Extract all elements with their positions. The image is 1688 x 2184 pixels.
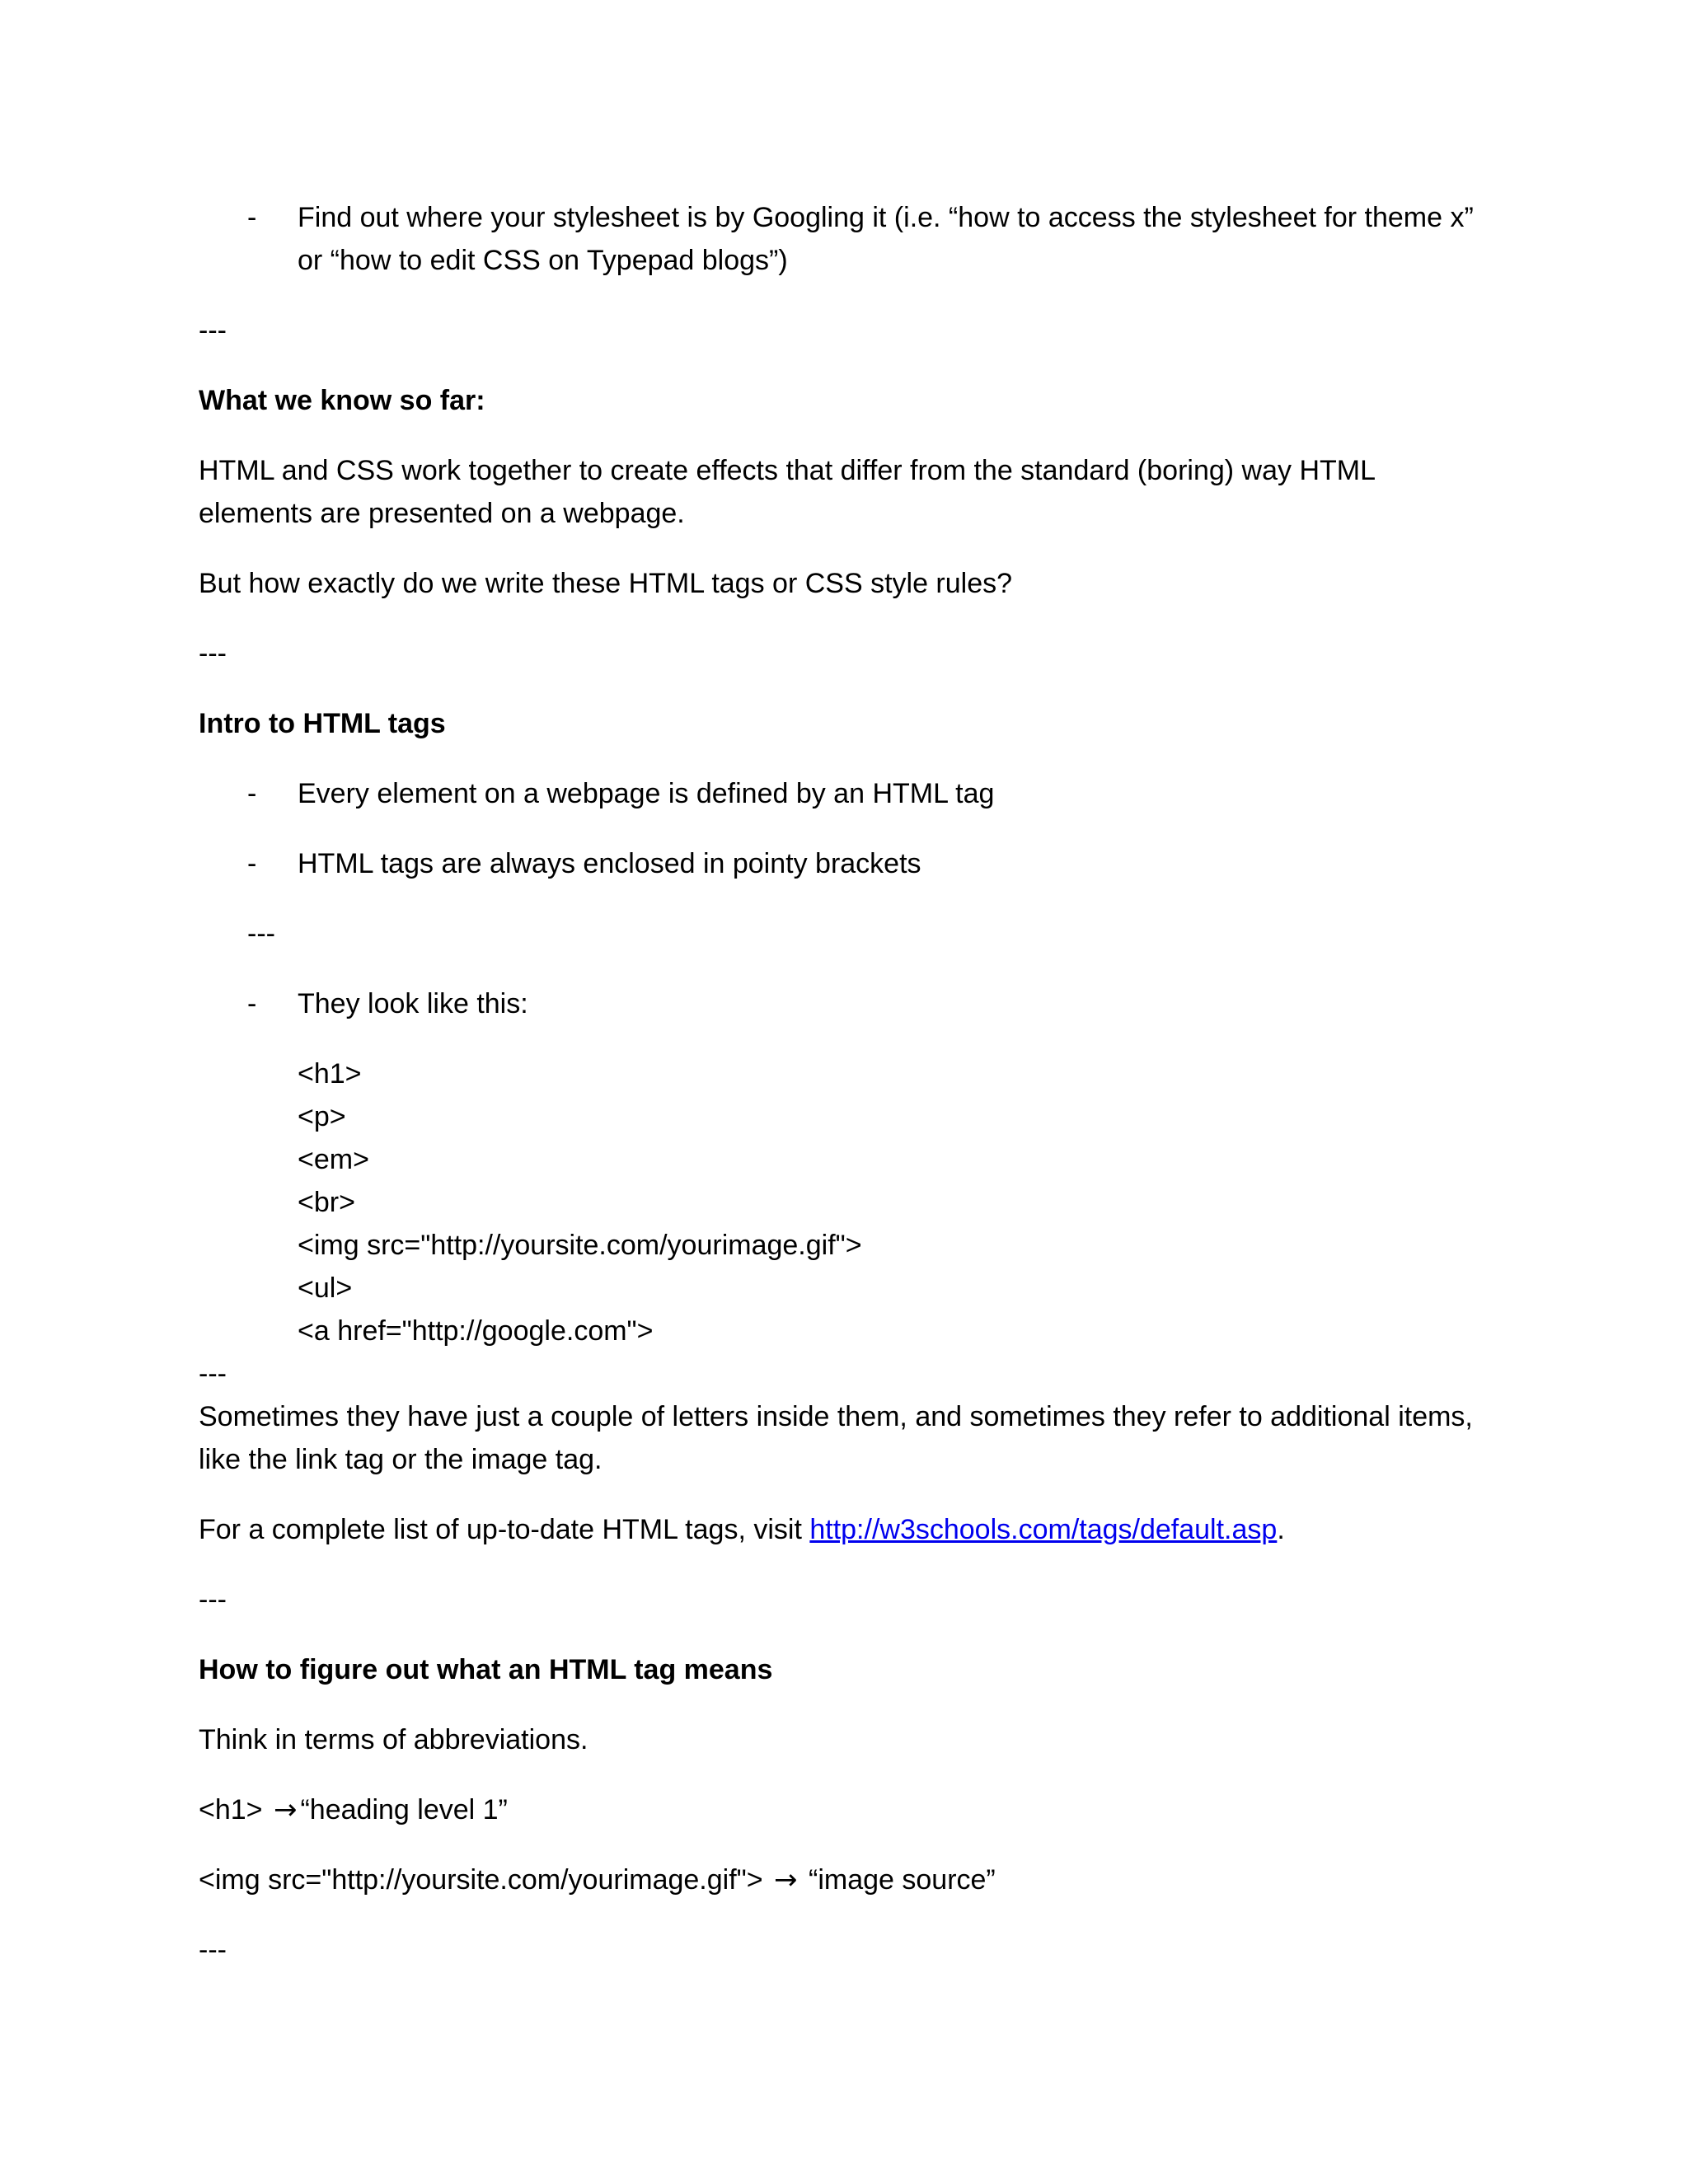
- separator: ---: [199, 1584, 227, 1615]
- code-example-line: <img src="http://yoursite.com/yourimage.gif">: [298, 1230, 862, 1261]
- w3schools-link[interactable]: http://w3schools.com/tags/default.asp: [809, 1514, 1278, 1545]
- example-line: [199, 1788, 508, 1831]
- separator: ---: [199, 1358, 227, 1390]
- separator: ---: [247, 918, 275, 949]
- arrow-right-icon: →: [774, 1863, 798, 1896]
- paragraph-line: Sometimes they have just a couple of letters inside them, and sometimes they refer to additional items,: [199, 1401, 1473, 1432]
- code-example-line: <a href="http://google.com">: [298, 1315, 654, 1347]
- bullet-text-line: Find out where your stylesheet is by Googling it (i.e. “how to access the stylesheet for theme x”: [298, 202, 1474, 233]
- example-tag: <h1>: [199, 1794, 263, 1825]
- bullet-text: HTML tags are always enclosed in pointy brackets: [298, 848, 921, 879]
- section-heading-meaning: How to figure out what an HTML tag means: [199, 1654, 773, 1685]
- paragraph: But how exactly do we write these HTML tags or CSS style rules?: [199, 568, 1013, 599]
- example-line: [199, 1858, 996, 1901]
- paragraph-with-link: [199, 1508, 1285, 1551]
- bullet-text: Every element on a webpage is defined by an HTML tag: [298, 778, 995, 809]
- code-example-line: <p>: [298, 1101, 346, 1132]
- example-tag: <img src="http://yoursite.com/yourimage.gif">: [199, 1864, 763, 1896]
- bullet-dash: -: [247, 988, 257, 1019]
- code-example-line: <ul>: [298, 1272, 353, 1304]
- separator: ---: [199, 315, 227, 346]
- separator: ---: [199, 1934, 227, 1966]
- example-meaning: “image source”: [809, 1864, 996, 1896]
- paragraph-line: like the link tag or the image tag.: [199, 1444, 603, 1475]
- bullet-dash: -: [247, 202, 257, 233]
- section-heading-known: What we know so far:: [199, 385, 485, 416]
- code-example-line: <em>: [298, 1144, 369, 1175]
- code-example-line: <br>: [298, 1187, 355, 1218]
- paragraph: Think in terms of abbreviations.: [199, 1724, 588, 1755]
- bullet-text: They look like this:: [298, 988, 528, 1019]
- section-heading-intro: Intro to HTML tags: [199, 708, 446, 739]
- bullet-dash: -: [247, 778, 257, 809]
- link-prefix-text: For a complete list of up-to-date HTML tags, visit: [199, 1514, 810, 1545]
- separator: ---: [199, 638, 227, 669]
- bullet-text-line: or “how to edit CSS on Typepad blogs”): [298, 245, 788, 276]
- paragraph-line: elements are presented on a webpage.: [199, 498, 685, 529]
- link-suffix-text: .: [1277, 1514, 1285, 1545]
- code-example-line: <h1>: [298, 1058, 362, 1090]
- example-meaning: “heading level 1”: [300, 1794, 508, 1825]
- paragraph-line: HTML and CSS work together to create effects that differ from the standard (boring) way HTML: [199, 455, 1376, 486]
- bullet-dash: -: [247, 848, 257, 879]
- arrow-right-icon: →: [273, 1793, 298, 1826]
